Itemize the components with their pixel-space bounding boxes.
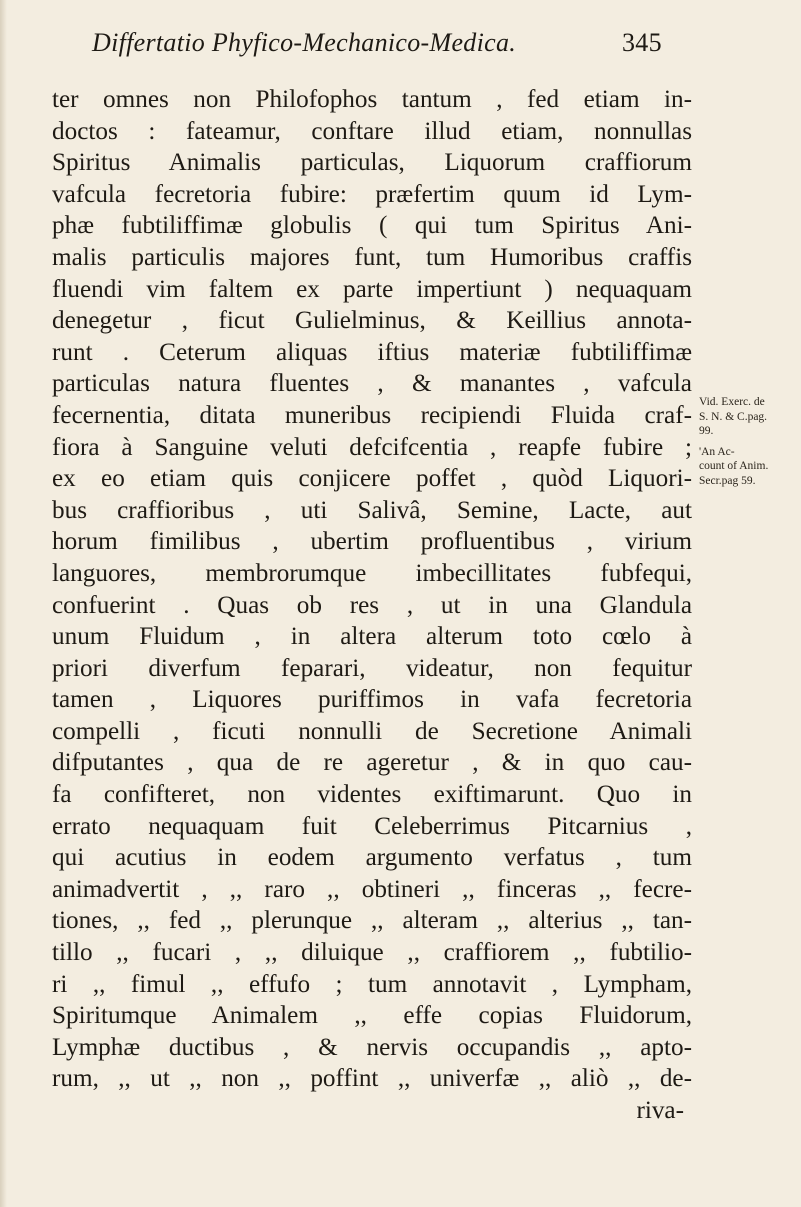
page-gutter-shadow xyxy=(0,0,7,1207)
text-line: particulas natura fluentes , & manantes , vafcula xyxy=(52,370,692,398)
text-line: ter omnes non Philofophos tantum , fed etiam in- xyxy=(52,86,692,113)
text-line: difputantes , qua de re ageretur , & in quo cau- xyxy=(52,749,692,777)
text-line: malis particulis majores funt, tum Humoribus craffis xyxy=(52,243,692,271)
text-line: runt . Ceterum aliquas iftius materiæ fubtiliffimæ xyxy=(52,338,692,366)
text-line: ri ,, fimul ,, effufo ; tum annotavit , Lympham, xyxy=(52,970,692,998)
text-line: animadvertit , ,, raro ,, obtineri ,, finceras ,, fecre- xyxy=(52,875,692,903)
text-line: qui acutius in eodem argumento verfatus , tum xyxy=(52,844,692,872)
text-line: compelli , ficuti nonnulli de Secretione Animali xyxy=(52,717,692,745)
margin-note-line: Vid. Exerc. de xyxy=(699,396,765,408)
text-line: unum Fluidum , in altera alterum toto cœlo à xyxy=(52,623,692,651)
text-line: tiones, ,, fed ,, plerunque ,, alteram ,, alterius ,, tan- xyxy=(52,907,692,935)
text-line: ex eo etiam quis conjicere poffet , quòd Liquori- xyxy=(52,465,692,493)
margin-note-line: count of Anim. xyxy=(699,460,769,472)
text-line: denegetur , ficut Gulielminus, & Keillius annota- xyxy=(52,307,692,335)
text-line: vafcula fecretoria fubire: præfertim quum id Lym- xyxy=(52,180,692,208)
text-line: tillo ,, fucari , ,, diluique ,, craffiorem ,, fubtilio- xyxy=(52,939,692,967)
running-head xyxy=(92,28,692,68)
margin-note-line: 99. xyxy=(699,425,714,437)
margin-notes xyxy=(699,395,799,488)
margin-note-line: S. N. & C.pag. xyxy=(699,410,768,423)
text-line: phæ fubtiliffimæ globulis ( qui tum Spiritus Ani- xyxy=(52,212,692,240)
text-line: confuerint . Quas ob res , ut in una Glandula xyxy=(52,591,692,619)
text-line: languores, membrorumque imbecillitates fubfequi, xyxy=(52,559,692,587)
text-line: fluendi vim faltem ex parte impertiunt ) nequaquam xyxy=(52,275,692,303)
text-line: horum fimilibus , ubertim profluentibus , virium xyxy=(52,528,692,556)
page-number: 345 xyxy=(622,28,662,57)
text-line: priori diverfum feparari, videatur, non fequitur xyxy=(52,654,692,682)
text-line: fiora à Sanguine veluti defcifcentia , reapfe fubire ; xyxy=(52,433,692,461)
running-head-title: Differtatio Phyfico-Mechanico-Medica. xyxy=(92,28,517,57)
text-line: doctos : fateamur, conftare illud etiam, nonnullas xyxy=(52,117,692,145)
text-line: Lymphæ ductibus , & nervis occupandis ,, apto- xyxy=(52,1033,692,1061)
margin-note-line: Secr.pag 59. xyxy=(699,474,756,487)
text-line: rum, ,, ut ,, non ,, poffint ,, univerfæ ,, aliò ,, de- xyxy=(52,1065,692,1093)
text-line: Spiritus Animalis particulas, Liquorum craffiorum xyxy=(52,149,692,177)
text-line: tamen , Liquores puriffimos in vafa fecretoria xyxy=(52,686,692,714)
margin-note-line: 'An Ac- xyxy=(699,445,735,458)
text-line: errato nequaquam fuit Celeberrimus Pitcarnius , xyxy=(52,812,692,840)
text-line: fecernentia, ditata muneribus recipiendi Fluida craf- xyxy=(52,401,692,429)
text-line: fa confifteret, non videntes exiftimarunt. Quo in xyxy=(52,781,692,809)
text-line: Spiritumque Animalem ,, effe copias Fluidorum, xyxy=(52,1002,692,1030)
body-text xyxy=(52,84,692,1127)
catchword: riva- xyxy=(636,1097,684,1124)
text-line: bus craffioribus , uti Salivâ, Semine, Lacte, aut xyxy=(52,496,692,524)
